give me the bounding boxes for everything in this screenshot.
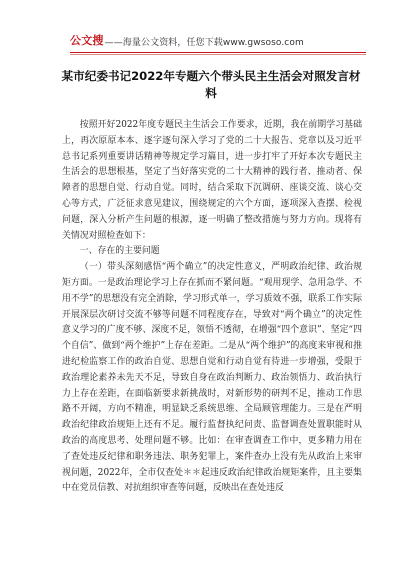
paragraph-point-1: （一）带头深刻感悟“两个确立”的决定性意义，严明政治纪律、政治规矩方面。一是政治理论学习上存在抓而不紧问题。“观用现学、急用急学、不用不学”的思想没有完全消除，学习形式单一，学习质效不强，联系工作实际开展深层次研讨交流不够等问题不同程度存在，导致对“两个确立”的决定性意义学习的广度不够、深度不足，领悟不透彻，在增强“四个意识”、坚定“四个自信”、做到“两个维护”上存在差距。二是从“两个维护”的高度来审视和推进纪检监察工作的政治自觉、思想自觉和行动自觉有待进一步增强，受限于政治理论素养未先天不足，导致自身在政治判断力、政治领悟力、政治执行力上存在差距，在面临新要求新挑战时，对新形势的研判不足，推动工作思路不开阔，方向不精准，明显缺乏系统思维、全局顾管理能力。三是在严明政治纪律政治规矩上还有不足。履行监督执纪问责、监督调查处置职能时从政治的高度思考、处理问题不够。比如：在审查调查工作中，更多精力用在了查处违反纪律和职务违法、职务犯罪上，案件查办上没有先从政治上来审视问题，2022年，全市仅查处＊＊起违反政治纪律政治规矩案件，且主要集中在党员信教、对抗组织审查等问题，反映出在查处违反 [62,262,362,494]
paragraph-intro: 按照开好2022年度专题民主生活会工作要求，近期，我在前期学习基础上，再次原原本本、逐字逐句深入学习了党的二十大报告、党章以及习近平总书记系列重要讲话精神等规定学习篇目，进一步打牢了开好本次专题民主生活会的思想根基，坚定了当好落实党的二十大精神的践行者、推动者、保障者的思想自觉、行动自觉。同时，结合采取下沉调研、座谈交流、谈心交心等方式，广泛征求意见建议，围绕规定的六个方面，逐项深入查摆、检视问题，深入分析产生问题的根源，逐一明确了整改措施与努力方向。现将有关情况对照检查如下： [62,120,362,241]
header-divider-thin [70,54,366,55]
watermark-header [70,32,366,48]
brand-logo-text: 公文搜 [70,34,104,47]
brand-tagline: ——海量公文资料，任您下载www.gwsoso.com [104,38,304,48]
document-title: 某市纪委书记2022年专题六个带头民主生活会对照发言材料 [61,69,361,100]
document-body [62,118,362,497]
section-heading: 一、存在的主要问题 [79,246,160,257]
header-divider [70,52,366,53]
